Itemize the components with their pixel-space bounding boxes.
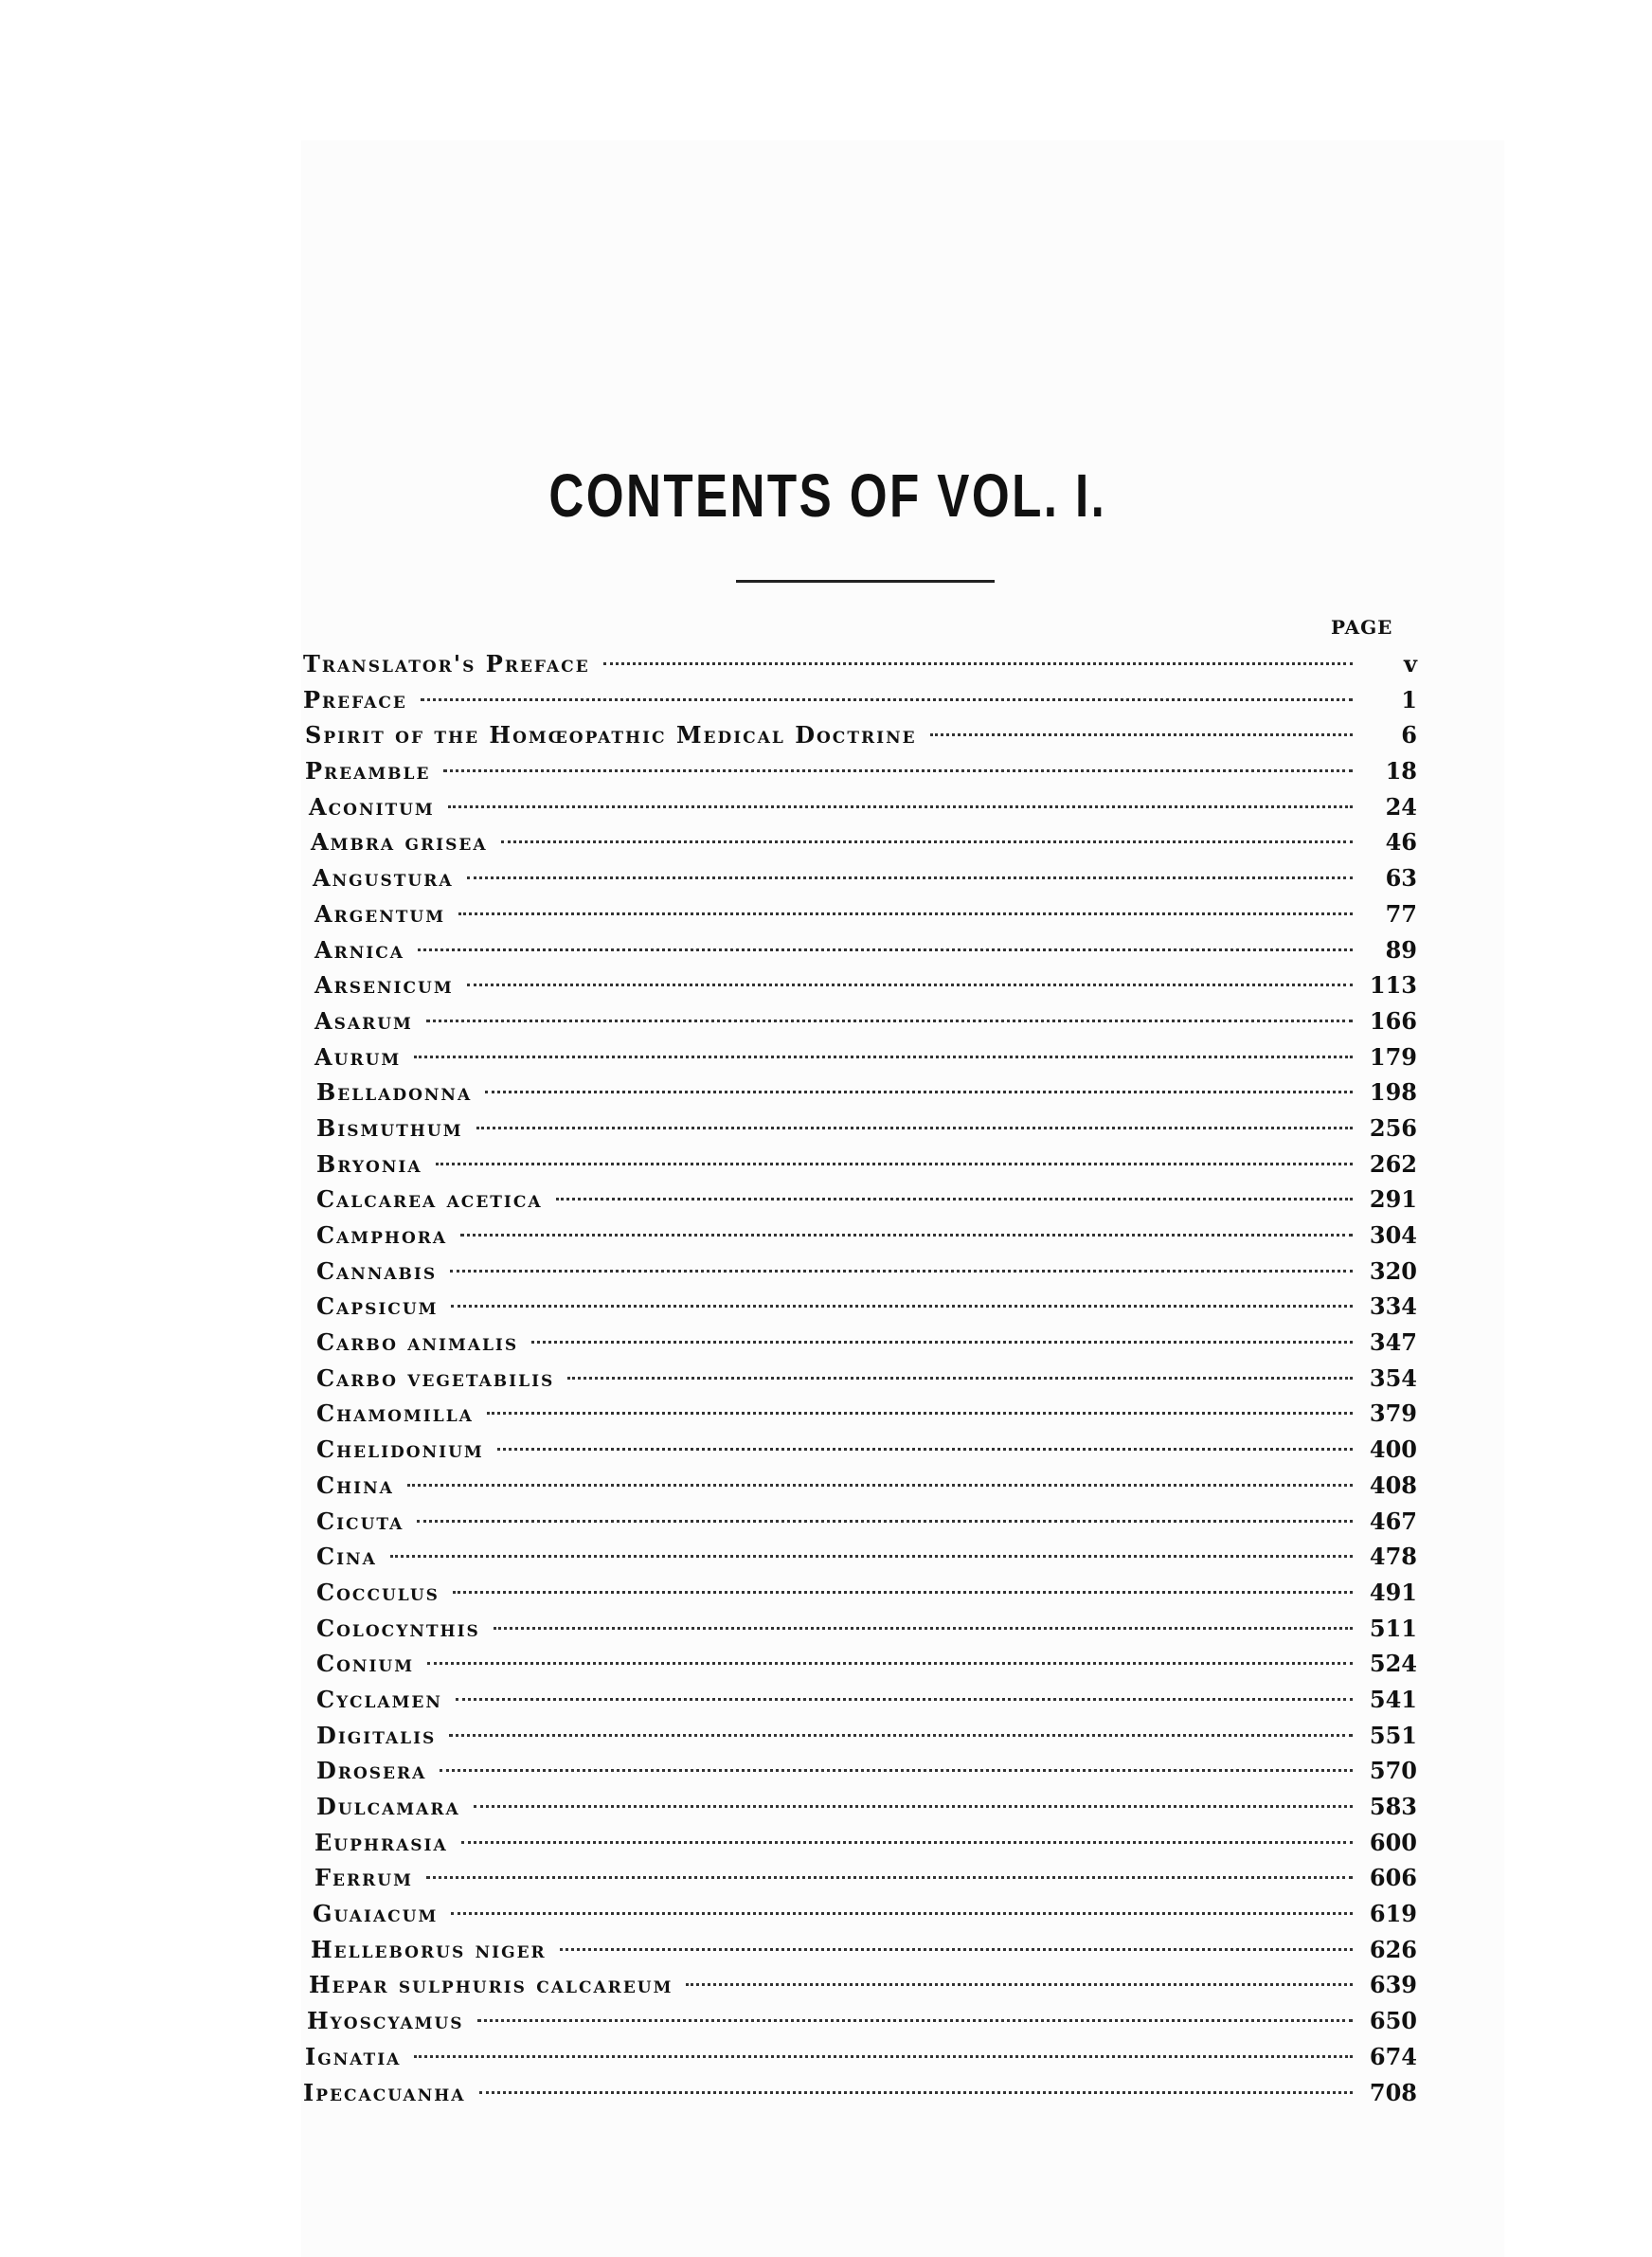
dot-leader xyxy=(501,840,1353,843)
toc-entry xyxy=(303,1074,1417,1110)
dot-leader xyxy=(451,1305,1353,1308)
toc-entry xyxy=(303,1682,1417,1718)
dot-leader xyxy=(494,1627,1353,1630)
toc-entry-page: 650 xyxy=(1369,2007,1417,2035)
toc-entry xyxy=(303,1396,1417,1432)
toc-entry-title: Hepar sulphuris calcareum xyxy=(309,1971,673,1999)
toc-entry-page: 6 xyxy=(1401,721,1417,749)
toc-entry-title: Ipecacuanha xyxy=(303,2078,466,2106)
dot-leader xyxy=(426,1020,1353,1022)
toc-entry-title: Chamomilla xyxy=(316,1399,474,1428)
dot-leader xyxy=(497,1448,1353,1451)
toc-entry xyxy=(303,1611,1417,1647)
toc-entry-page: 291 xyxy=(1369,1185,1417,1214)
page-title: CONTENTS OF VOL. I. xyxy=(548,461,1107,530)
dot-leader xyxy=(443,769,1353,772)
toc-entry-page: 524 xyxy=(1369,1650,1417,1678)
dot-leader xyxy=(407,1484,1353,1487)
dot-leader xyxy=(448,805,1353,808)
toc-entry-title: Bismuthum xyxy=(316,1113,463,1142)
dot-leader xyxy=(449,1734,1353,1737)
toc-entry xyxy=(303,789,1417,825)
dot-leader xyxy=(467,876,1353,879)
toc-entry-page: 89 xyxy=(1385,935,1417,964)
dot-leader xyxy=(440,1769,1353,1772)
dot-leader xyxy=(417,1520,1353,1523)
toc-entry-title: Translator's Preface xyxy=(303,650,590,677)
toc-entry xyxy=(303,1646,1417,1682)
toc-entry xyxy=(303,1468,1417,1504)
dot-leader xyxy=(477,2019,1353,2022)
toc-entry-page: 77 xyxy=(1385,899,1417,928)
toc-entry-page: 46 xyxy=(1385,828,1417,857)
dot-leader xyxy=(427,1662,1353,1665)
dot-leader xyxy=(686,1983,1353,1986)
toc-entry xyxy=(303,1325,1417,1361)
toc-entry-page: 304 xyxy=(1369,1221,1417,1249)
toc-entry-title: Dulcamara xyxy=(316,1793,460,1820)
table-of-contents xyxy=(303,646,1417,2110)
toc-entry xyxy=(303,1789,1417,1825)
toc-entry-page: 256 xyxy=(1369,1113,1417,1142)
toc-entry-title: Spirit of the Homœopathic Medical Doctrine xyxy=(305,721,917,749)
dot-leader xyxy=(485,1091,1353,1093)
toc-entry-page: 619 xyxy=(1369,1900,1417,1928)
toc-entry-title: Cocculus xyxy=(316,1578,440,1606)
toc-entry-page: 626 xyxy=(1369,1935,1417,1963)
toc-entry-title: Argentum xyxy=(314,899,446,928)
toc-entry xyxy=(303,1753,1417,1789)
toc-entry xyxy=(303,1182,1417,1218)
toc-entry-page: 24 xyxy=(1385,792,1417,821)
title-rule xyxy=(736,580,995,583)
toc-entry-page: 320 xyxy=(1369,1256,1417,1285)
toc-entry-page: 551 xyxy=(1369,1721,1417,1749)
dot-leader xyxy=(556,1198,1353,1201)
toc-entry-title: Carbo vegetabilis xyxy=(316,1363,555,1392)
toc-entry-page: 467 xyxy=(1369,1507,1417,1535)
toc-entry-page: 198 xyxy=(1369,1078,1417,1107)
toc-entry-title: Ferrum xyxy=(314,1864,413,1892)
toc-entry-title: Euphrasia xyxy=(314,1828,448,1856)
toc-entry xyxy=(303,1896,1417,1932)
toc-entry xyxy=(303,753,1417,789)
toc-entry-page: v xyxy=(1404,650,1417,677)
dot-leader xyxy=(567,1377,1353,1380)
dot-leader xyxy=(461,1841,1353,1844)
toc-entry-page: 347 xyxy=(1369,1328,1417,1357)
toc-entry xyxy=(303,1361,1417,1397)
toc-entry-page: 354 xyxy=(1369,1363,1417,1392)
toc-entry-title: Ambra grisea xyxy=(311,828,488,857)
toc-entry-page: 379 xyxy=(1369,1399,1417,1428)
toc-entry-page: 708 xyxy=(1369,2078,1417,2106)
toc-entry xyxy=(303,1110,1417,1147)
toc-entry xyxy=(303,1718,1417,1754)
toc-entry xyxy=(303,1003,1417,1039)
toc-entry-title: Digitalis xyxy=(316,1721,437,1749)
toc-entry xyxy=(303,1432,1417,1468)
dot-leader xyxy=(479,2091,1353,2094)
toc-entry-title: China xyxy=(316,1471,394,1499)
toc-entry-title: Bryonia xyxy=(316,1149,422,1178)
toc-entry-title: Preface xyxy=(303,685,407,713)
toc-entry-page: 606 xyxy=(1369,1864,1417,1892)
toc-entry-title: Chelidonium xyxy=(316,1435,484,1464)
toc-entry-title: Asarum xyxy=(314,1006,413,1035)
toc-entry-page: 179 xyxy=(1369,1042,1417,1071)
dot-leader xyxy=(418,948,1353,951)
toc-entry-page: 570 xyxy=(1369,1757,1417,1785)
toc-entry-title: Calcarea acetica xyxy=(316,1185,543,1214)
toc-entry-page: 1 xyxy=(1401,685,1417,713)
dot-leader xyxy=(560,1948,1353,1951)
toc-entry-title: Arnica xyxy=(314,935,404,964)
toc-entry xyxy=(303,682,1417,718)
toc-entry-page: 639 xyxy=(1369,1971,1417,1999)
toc-entry-page: 583 xyxy=(1369,1793,1417,1820)
toc-entry xyxy=(303,1254,1417,1290)
dot-leader xyxy=(603,662,1353,665)
toc-entry xyxy=(303,1860,1417,1896)
toc-entry xyxy=(303,1504,1417,1540)
toc-entry-page: 491 xyxy=(1369,1578,1417,1606)
toc-entry-title: Cina xyxy=(316,1543,377,1571)
toc-entry-page: 334 xyxy=(1369,1292,1417,1321)
toc-entry-page: 18 xyxy=(1385,757,1417,785)
toc-entry-title: Ignatia xyxy=(305,2042,402,2070)
toc-entry xyxy=(303,860,1417,896)
toc-entry-title: Aurum xyxy=(314,1042,402,1071)
toc-entry-title: Carbo animalis xyxy=(316,1328,519,1357)
toc-entry-title: Aconitum xyxy=(309,792,435,821)
toc-entry xyxy=(303,2075,1417,2111)
toc-entry-page: 674 xyxy=(1369,2042,1417,2070)
toc-entry-page: 408 xyxy=(1369,1471,1417,1499)
toc-entry-page: 63 xyxy=(1385,864,1417,893)
toc-entry-page: 511 xyxy=(1369,1614,1417,1642)
dot-leader xyxy=(436,1163,1353,1165)
dot-leader xyxy=(414,1056,1353,1058)
toc-entry-title: Belladonna xyxy=(316,1078,473,1107)
toc-entry-page: 400 xyxy=(1369,1435,1417,1464)
toc-entry-title: Cyclamen xyxy=(316,1685,442,1713)
toc-entry xyxy=(303,1218,1417,1254)
toc-entry-title: Drosera xyxy=(316,1757,427,1785)
dot-leader xyxy=(390,1555,1353,1558)
dot-leader xyxy=(930,733,1353,736)
toc-entry-page: 541 xyxy=(1369,1685,1417,1713)
toc-entry-title: Conium xyxy=(316,1650,415,1678)
toc-entry-title: Capsicum xyxy=(316,1292,439,1321)
toc-entry xyxy=(303,1932,1417,1968)
toc-entry-title: Cannabis xyxy=(316,1256,438,1285)
toc-entry-title: Colocynthis xyxy=(316,1614,480,1642)
toc-entry xyxy=(303,1539,1417,1575)
dot-leader xyxy=(451,1912,1353,1915)
toc-entry-title: Arsenicum xyxy=(314,971,454,1000)
dot-leader xyxy=(456,1698,1353,1701)
dot-leader xyxy=(450,1270,1353,1273)
toc-entry xyxy=(303,1147,1417,1183)
toc-entry-title: Hyoscyamus xyxy=(307,2007,464,2035)
dot-leader xyxy=(460,1234,1353,1237)
dot-leader xyxy=(467,984,1353,986)
toc-entry xyxy=(303,1039,1417,1075)
toc-entry xyxy=(303,1289,1417,1325)
dot-leader xyxy=(426,1876,1353,1879)
dot-leader xyxy=(458,912,1353,915)
dot-leader xyxy=(414,2055,1353,2058)
toc-entry xyxy=(303,1967,1417,2003)
dot-leader xyxy=(476,1127,1353,1129)
toc-entry xyxy=(303,2003,1417,2039)
toc-entry xyxy=(303,932,1417,968)
toc-entry xyxy=(303,1575,1417,1611)
dot-leader xyxy=(531,1341,1353,1344)
toc-entry-title: Guaiacum xyxy=(313,1900,439,1928)
toc-entry xyxy=(303,2039,1417,2075)
toc-entry xyxy=(303,646,1417,682)
toc-entry-page: 478 xyxy=(1369,1543,1417,1571)
dot-leader xyxy=(421,698,1353,701)
toc-entry-page: 600 xyxy=(1369,1828,1417,1856)
toc-entry-title: Preamble xyxy=(305,757,431,785)
dot-leader xyxy=(453,1591,1353,1594)
toc-entry xyxy=(303,967,1417,1003)
toc-entry-page: 113 xyxy=(1369,971,1417,1000)
page-column-header: PAGE xyxy=(1331,616,1393,639)
dot-leader xyxy=(474,1805,1353,1808)
toc-entry-title: Cicuta xyxy=(316,1507,404,1535)
toc-entry-title: Helleborus niger xyxy=(311,1935,547,1963)
toc-entry xyxy=(303,896,1417,932)
toc-entry-page: 262 xyxy=(1369,1149,1417,1178)
toc-entry xyxy=(303,824,1417,860)
dot-leader xyxy=(487,1412,1353,1415)
toc-entry xyxy=(303,1825,1417,1861)
toc-entry-title: Angustura xyxy=(313,864,454,893)
toc-entry xyxy=(303,717,1417,753)
toc-entry-page: 166 xyxy=(1369,1006,1417,1035)
toc-entry-title: Camphora xyxy=(316,1221,448,1249)
